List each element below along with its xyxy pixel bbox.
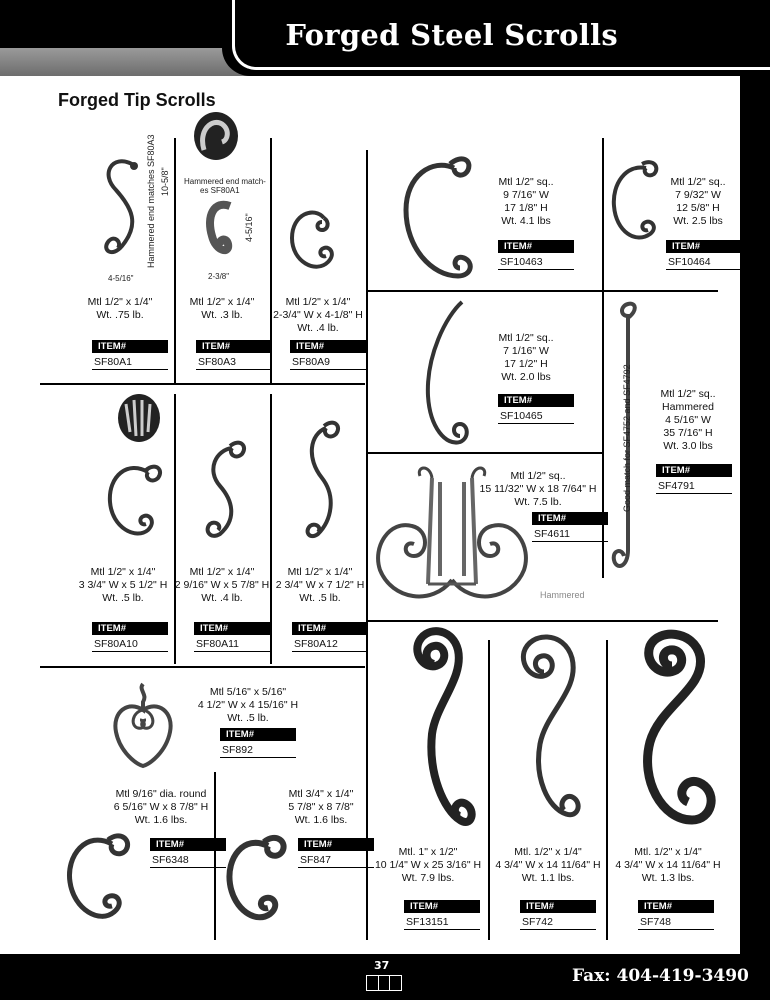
spec-line: 5 7/8" x 8 7/8" <box>288 801 354 813</box>
item-sku: SF80A9 <box>290 353 366 370</box>
spec-line: 4 3/4" W x 14 11/64" H <box>495 859 601 871</box>
spec-line: Mtl 5/16" x 5/16" <box>209 686 287 698</box>
scroll-sf80a11-image <box>196 430 252 550</box>
spec-line: Mtl 1/2" sq.. <box>498 176 554 188</box>
sf10465-description <box>488 332 564 384</box>
scroll-sf748-image <box>620 626 724 836</box>
spec-line: Mtl 1/2" x 1/4" <box>189 566 255 578</box>
sf80a3-detail-image <box>192 110 240 162</box>
spec-line: Mtl 3/4" x 1/4" <box>288 788 354 800</box>
sf80a3-description <box>180 296 264 322</box>
spec-line: Mtl 1/2" x 1/4" <box>287 566 353 578</box>
sf80a1-description <box>80 296 160 322</box>
spec-line: 6 5/16" W x 8 7/8" H <box>113 801 209 813</box>
sf847-description <box>278 788 364 827</box>
spec-line: Wt. 1.6 lbs. <box>294 814 348 826</box>
sf10464-description <box>658 176 738 228</box>
divider <box>174 394 176 664</box>
item-label: ITEM# <box>656 464 732 477</box>
spec-line: Mtl. 1/2" x 1/4" <box>634 846 702 858</box>
sf80a9-description <box>270 296 366 335</box>
item-sku: SF13151 <box>404 913 480 930</box>
scroll-sf10465-image <box>416 296 476 450</box>
sf847-item-badge <box>298 838 374 868</box>
sf80a10-description <box>72 566 174 605</box>
divider <box>40 383 365 385</box>
item-label: ITEM# <box>298 838 374 851</box>
spec-line: Wt. .5 lb. <box>102 592 144 604</box>
spec-line: Wt. 1.3 lbs. <box>641 872 695 884</box>
item-label: ITEM# <box>520 900 596 913</box>
sf4611-item-badge <box>532 512 608 542</box>
sf80a3-height-dim: 4-5/16" <box>244 213 254 242</box>
item-label: ITEM# <box>638 900 714 913</box>
divider <box>366 150 368 940</box>
page-number-box-icon <box>366 975 402 991</box>
sf80a3-width-dim: 2-3/8" <box>208 272 230 281</box>
sf80a3-match-note-2: es SF80A1 <box>200 186 240 195</box>
divider <box>488 640 490 940</box>
item-label: ITEM# <box>150 838 226 851</box>
fax-number: Fax: 404-419-3490 <box>572 966 749 986</box>
scroll-sf847-image <box>220 824 296 930</box>
sf4791-item-badge <box>656 464 732 494</box>
sf80a1-height-dim: 10-5/8" <box>160 167 170 196</box>
spec-line: Wt. .5 lb. <box>299 592 341 604</box>
item-label: ITEM# <box>220 728 296 741</box>
sf4791-match-note: Good match for SF4752 and SF4792 <box>622 364 632 512</box>
spec-line: Mtl 9/16" dia. round <box>115 788 207 800</box>
item-sku: SF748 <box>638 913 714 930</box>
spec-line: 2-3/4" W x 4-1/8" H <box>273 309 363 321</box>
item-sku: SF80A3 <box>196 353 272 370</box>
scroll-sf892-image <box>108 680 178 770</box>
spec-line: Wt. 7.5 lb. <box>514 496 562 508</box>
scroll-sf80a1-image <box>92 150 148 270</box>
item-label: ITEM# <box>92 340 168 353</box>
spec-line: Mtl 1/2" sq.. <box>510 470 566 482</box>
sf4791-description <box>648 388 728 453</box>
sf80a12-item-badge <box>292 622 368 652</box>
header-gray-band <box>0 48 260 76</box>
divider <box>366 452 602 454</box>
spec-line: Mtl 1/2" x 1/4" <box>90 566 156 578</box>
sf13151-description <box>370 846 486 885</box>
item-sku: SF6348 <box>150 851 226 868</box>
spec-line: 7 1/16" W <box>503 345 549 357</box>
sf6348-item-badge <box>150 838 226 868</box>
spec-line: Wt. 2.0 lbs <box>501 371 551 383</box>
spec-line: 12 5/8" H <box>676 202 720 214</box>
sf10463-item-badge <box>498 240 574 270</box>
scroll-sf80a3-image <box>200 196 240 262</box>
item-label: ITEM# <box>532 512 608 525</box>
spec-line: Wt. 7.9 lbs. <box>401 872 455 884</box>
item-sku: SF10464 <box>666 253 742 270</box>
sf80a3-item-badge <box>196 340 272 370</box>
item-label: ITEM# <box>292 622 368 635</box>
spec-line: Mtl 1/2" sq.. <box>498 332 554 344</box>
spec-line: Mtl 1/2" x 1/4" <box>189 296 255 308</box>
item-label: ITEM# <box>92 622 168 635</box>
spec-line: Wt. 1.6 lbs. <box>134 814 188 826</box>
spec-line: Mtl 1/2" sq.. <box>670 176 726 188</box>
spec-line: 9 7/16" W <box>503 189 549 201</box>
spec-line: 2 3/4" W x 7 1/2" H <box>275 579 365 591</box>
item-sku: SF80A11 <box>194 635 270 652</box>
item-label: ITEM# <box>194 622 270 635</box>
spec-line: 4 1/2" W x 4 15/16" H <box>197 699 299 711</box>
divider <box>606 640 608 940</box>
spec-line: Mtl 1/2" x 1/4" <box>87 296 153 308</box>
scroll-sf10464-image <box>606 150 664 246</box>
item-sku: SF4611 <box>532 525 608 542</box>
sf80a11-description <box>174 566 270 605</box>
sf13151-item-badge <box>404 900 480 930</box>
item-label: ITEM# <box>196 340 272 353</box>
spec-line: Wt. .4 lb. <box>201 592 243 604</box>
spec-line: 3 3/4" W x 5 1/2" H <box>78 579 168 591</box>
spec-line: Wt. 2.5 lbs <box>673 215 723 227</box>
scroll-sf13151-image <box>396 624 482 834</box>
sf80a9-item-badge <box>290 340 366 370</box>
spec-line: Mtl 1/2" x 1/4" <box>285 296 351 308</box>
item-sku: SF80A10 <box>92 635 168 652</box>
spec-line: Wt. 1.1 lbs. <box>521 872 575 884</box>
sf80a10-item-badge <box>92 622 168 652</box>
page-number: 37 <box>374 959 390 972</box>
scroll-sf6348-image <box>62 820 142 930</box>
divider <box>366 290 718 292</box>
item-label: ITEM# <box>404 900 480 913</box>
sf80a12-description <box>272 566 368 605</box>
spec-line: Wt. .3 lb. <box>201 309 243 321</box>
scroll-sf80a9-image <box>284 200 344 280</box>
sf80a1-width-dim: 4-5/16" <box>108 274 134 283</box>
item-sku: SF80A1 <box>92 353 168 370</box>
item-sku: SF892 <box>220 741 296 758</box>
sf80a1-item-badge <box>92 340 168 370</box>
scroll-sf742-image <box>508 628 590 832</box>
sf742-description <box>490 846 606 885</box>
spec-line: Wt. 4.1 lbs <box>501 215 551 227</box>
sf80a3-match-note-1: Hammered end match- <box>184 177 266 186</box>
item-sku: SF4791 <box>656 477 732 494</box>
spec-line: 17 1/2" H <box>504 358 548 370</box>
divider <box>366 620 718 622</box>
scroll-sf80a10-image <box>102 450 172 546</box>
spec-line: Mtl 1/2" sq.. <box>660 388 716 400</box>
sf4611-description <box>478 470 598 509</box>
page-title: Forged Steel Scrolls <box>285 18 618 52</box>
scroll-sf80a12-image <box>298 412 346 552</box>
spec-line: Wt. .75 lb. <box>96 309 144 321</box>
divider <box>40 666 365 668</box>
spec-line: 10 1/4" W x 25 3/16" H <box>374 859 482 871</box>
sf80a1-match-note: Hammered end matches SF80A3 <box>146 134 156 268</box>
item-sku: SF10465 <box>498 407 574 424</box>
sf892-description <box>190 686 306 725</box>
sf748-item-badge <box>638 900 714 930</box>
sf80a10-detail-image <box>116 392 162 444</box>
scroll-sf10463-image <box>392 136 484 284</box>
item-label: ITEM# <box>498 394 574 407</box>
sf10465-item-badge <box>498 394 574 424</box>
spec-line: Mtl. 1" x 1/2" <box>398 846 458 858</box>
spec-line: 15 11/32" W x 18 7/64" H <box>479 483 597 495</box>
section-title: Forged Tip Scrolls <box>58 90 216 110</box>
spec-line: 17 1/8" H <box>504 202 548 214</box>
sf748-description <box>608 846 728 885</box>
item-label: ITEM# <box>290 340 366 353</box>
spec-line: 4 3/4" W x 14 11/64" H <box>615 859 721 871</box>
right-edge-bar <box>740 76 770 954</box>
spec-line: Hammered <box>662 401 714 413</box>
sf742-item-badge <box>520 900 596 930</box>
spec-line: Mtl. 1/2" x 1/4" <box>514 846 582 858</box>
sf4611-hammered-note: Hammered <box>540 590 585 600</box>
spec-line: 35 7/16" H <box>663 427 713 439</box>
spec-line: 2 9/16" W x 5 7/8" H <box>174 579 270 591</box>
spec-line: 7 9/32" W <box>675 189 721 201</box>
spec-line: 4 5/16" W <box>665 414 711 426</box>
sf10463-description <box>488 176 564 228</box>
spec-line: Wt. .4 lb. <box>297 322 339 334</box>
item-label: ITEM# <box>666 240 742 253</box>
spec-line: Wt. .5 lb. <box>227 712 269 724</box>
spec-line: Wt. 3.0 lbs <box>663 440 713 452</box>
sf892-item-badge <box>220 728 296 758</box>
item-sku: SF80A12 <box>292 635 368 652</box>
item-label: ITEM# <box>498 240 574 253</box>
item-sku: SF742 <box>520 913 596 930</box>
divider <box>174 138 176 383</box>
sf10464-item-badge <box>666 240 742 270</box>
sf80a11-item-badge <box>194 622 270 652</box>
item-sku: SF10463 <box>498 253 574 270</box>
divider <box>270 394 272 664</box>
item-sku: SF847 <box>298 851 374 868</box>
